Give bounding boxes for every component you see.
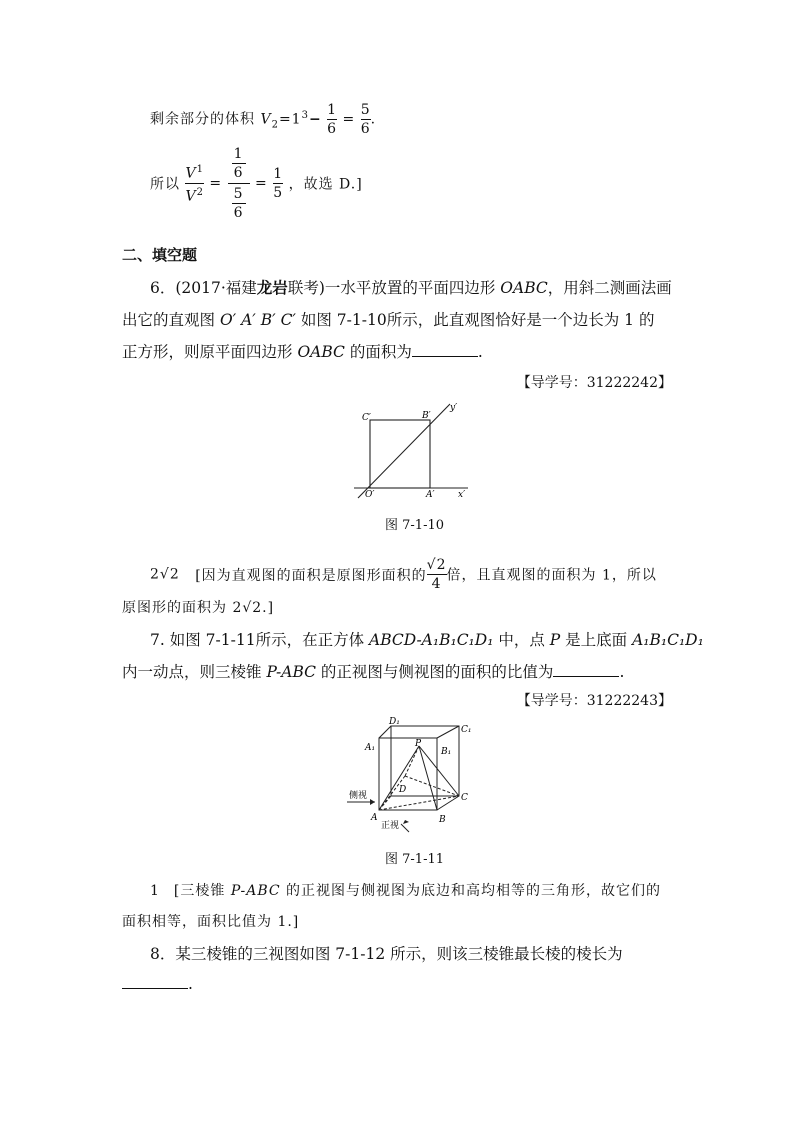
square-shape <box>370 420 430 488</box>
svg-text:B: B <box>439 815 446 825</box>
ratio-line: 所以 $\frac{V^1}{V^2}$ = 1 6 5 6 = $\frac{1}{5}$ ，故选 D.] <box>150 146 363 221</box>
compound-fraction: 1 6 5 6 <box>228 145 250 222</box>
label-a: A′ <box>426 490 435 500</box>
q6-guide-number: 【导学号：31222242】 <box>516 375 672 391</box>
svg-text:C₁: C₁ <box>461 725 472 735</box>
label-o: O′ <box>365 490 375 500</box>
figure-7-1-11 <box>343 716 483 836</box>
label-y: y′ <box>450 403 458 413</box>
cube-front-face <box>379 738 437 810</box>
answer-blank <box>412 342 478 357</box>
svg-text:P: P <box>415 739 422 749</box>
fraction: $\frac{1}{5}$ <box>273 166 284 201</box>
answer-blank <box>122 974 188 989</box>
svg-text:D₁: D₁ <box>389 717 400 727</box>
section-heading: 二、填空题 <box>122 246 198 264</box>
answer-blank <box>553 662 619 677</box>
figure-caption: 图 7-1-10 <box>385 518 445 533</box>
label-b: B′ <box>422 411 431 421</box>
q8-line2: . <box>122 974 193 993</box>
q7-solution-line2: 面积相等，面积比值为 1.] <box>122 914 300 930</box>
fraction: $\frac{5}{6}$ <box>360 102 371 137</box>
label-c: C′ <box>362 413 371 423</box>
q6-line2: 出它的直观图 O′ A′ B′ C′ 如图 7-1-10所示，此直观图恰好是一个边长为 1 的 <box>122 311 655 329</box>
q7-solution-line1: 1 [三棱锥 P-ABC 的正视图与侧视图为底边和高均相等的三角形，故它们的 <box>150 883 662 899</box>
svg-text:正视: 正视 <box>381 821 400 831</box>
edge-pa <box>379 746 419 810</box>
q6-line3: 正方形，则原平面四边形 OABC 的面积为 . <box>122 343 483 361</box>
fraction: $\frac{1}{6}$ <box>327 102 338 137</box>
volume-line: 剩余部分的体积 $V_2=1^3-$ $\frac{1}{6}$ = $\frac{5}{6}$ . <box>150 102 377 137</box>
svg-text:B₁: B₁ <box>441 747 452 757</box>
figure-caption: 图 7-1-11 <box>385 852 445 867</box>
svg-text:A₁: A₁ <box>365 743 376 753</box>
svg-text:A: A <box>371 813 378 823</box>
q6-solution-line1: 2√2 [因为直观图的面积是原图形面积的 $\frac{√2}{4}$ 倍，且直观图的面积为 1，所以 <box>150 557 657 592</box>
y-axis <box>358 404 450 498</box>
figure-7-1-10 <box>350 398 480 502</box>
label-x: x′ <box>458 490 466 500</box>
front-view-arrow <box>401 824 409 832</box>
svg-text:D: D <box>399 785 407 795</box>
q7-line1: 7. 如图 7-1-11所示，在正方体 ABCD-A₁B₁C₁D₁ 中，点 P 是上底面 A₁B₁C₁D₁ <box>150 631 704 649</box>
fraction: $\frac{V^1}{V^2}$ <box>185 164 204 205</box>
q7-guide-number: 【导学号：31222243】 <box>516 693 672 709</box>
fraction: $\frac{√2}{4}$ <box>426 557 447 592</box>
q6-line1: 6．(2017·福建龙岩联考)一水平放置的平面四边形 OABC，用斜二测画法画 <box>150 278 672 297</box>
q7-line2: 内一动点，则三棱锥 P-ABC 的正视图与侧视图的面积的比值为 . <box>122 663 625 681</box>
q6-solution-line2: 原图形的面积为 2√2.] <box>122 600 275 616</box>
svg-text:C: C <box>461 793 468 803</box>
q8-line1: 8．某三棱锥的三视图如图 7-1-12 所示，则该三棱锥最长棱的棱长为 <box>150 945 623 963</box>
svg-text:侧视: 侧视 <box>349 791 368 801</box>
